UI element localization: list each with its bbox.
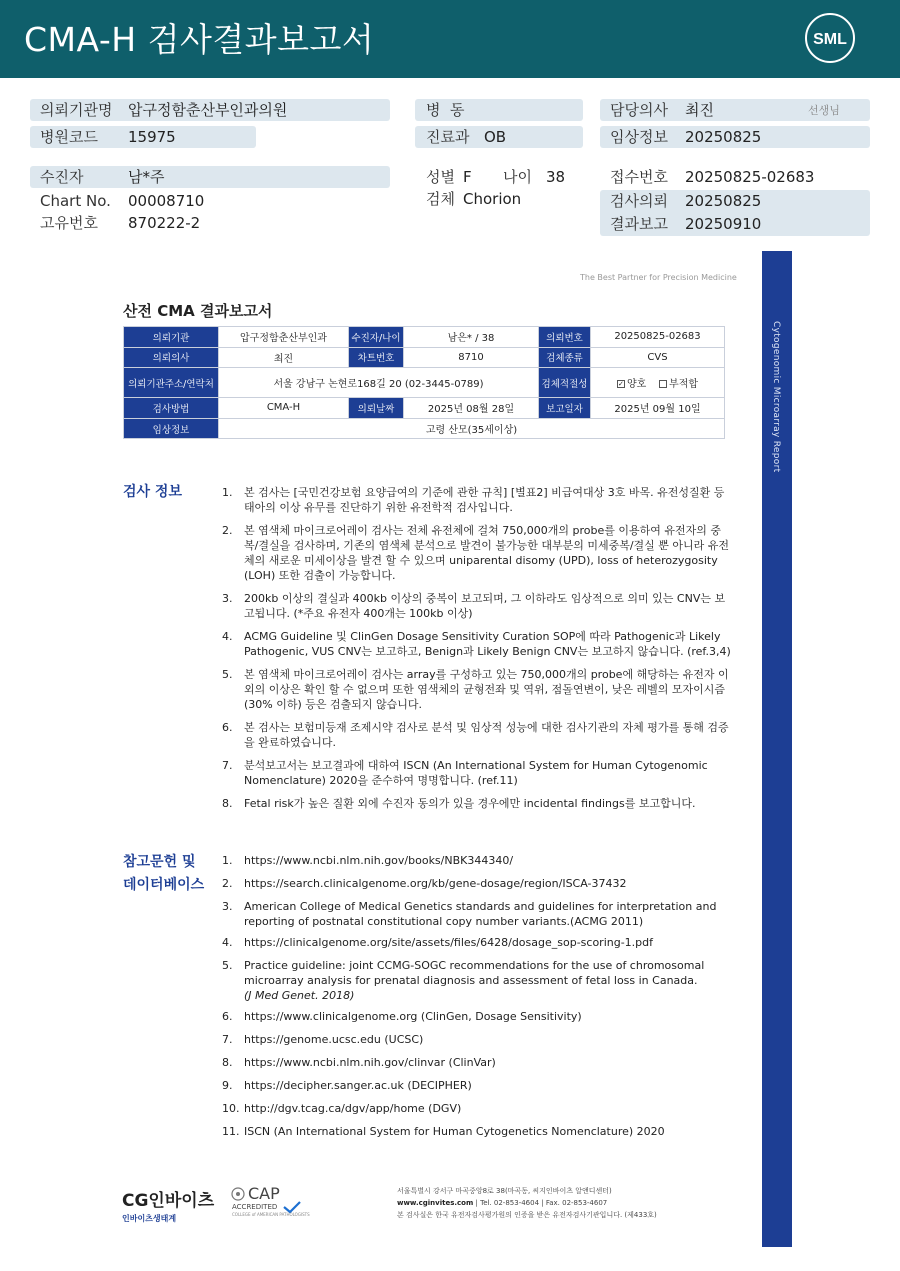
table-cell: 8710 bbox=[404, 347, 539, 368]
list-item-text: https://decipher.sanger.ac.uk (DECIPHER) bbox=[244, 1079, 472, 1092]
list-item-text: https://www.ncbi.nlm.nih.gov/clinvar (ClinVar) bbox=[244, 1056, 496, 1069]
table-cell: 2025년 08월 28일 bbox=[404, 398, 539, 419]
footer-address bbox=[397, 1185, 657, 1221]
institution-label: 의뢰기관명 bbox=[40, 101, 113, 119]
table-cell: 의뢰의사 bbox=[124, 347, 219, 368]
reference-journal: (J Med Genet. 2018) bbox=[244, 989, 355, 1002]
table-row bbox=[124, 398, 725, 419]
sex-label: 성별 bbox=[426, 168, 455, 186]
list-item-text: Fetal risk가 높은 질환 외에 수진자 동의가 있을 경우에만 incidental findings를 보고합니다. bbox=[244, 797, 696, 810]
list-item-text: 본 검사는 보험미등재 조제시약 검사로 분석 및 임상적 성능에 대한 검사기관의 자체 평가를 통해 검증을 완료하였습니다. bbox=[244, 721, 729, 749]
list-number: 3. bbox=[222, 900, 233, 913]
list-number: 4. bbox=[222, 630, 233, 643]
table-row bbox=[124, 327, 725, 348]
list-item bbox=[222, 667, 732, 712]
cap-college: COLLEGE of AMERICAN PATHOLOGISTS bbox=[232, 1212, 310, 1217]
cg-logo-text: CG인바이츠 bbox=[122, 1191, 215, 1211]
summary-table bbox=[123, 326, 725, 439]
table-cell: 남은* / 38 bbox=[404, 327, 539, 348]
chart-label: Chart No. bbox=[40, 192, 111, 210]
table-cell: CVS bbox=[591, 347, 725, 368]
table-cell: 최진 bbox=[219, 347, 349, 368]
list-item-text: http://dgv.tcag.ca/dgv/app/home (DGV) bbox=[244, 1102, 462, 1115]
list-item bbox=[222, 1009, 732, 1024]
side-band-text: Cytogenomic Microarray Report bbox=[771, 321, 781, 473]
hospital-code-label: 병원코드 bbox=[40, 128, 98, 146]
sml-logo bbox=[804, 12, 856, 64]
specimen-value: Chorion bbox=[463, 190, 522, 208]
report-title: CMA-H 검사결과보고서 bbox=[24, 20, 375, 59]
table-cell: 의뢰기관주소/연락처 bbox=[124, 368, 219, 398]
cg-invites-logo bbox=[122, 1186, 214, 1224]
patient-value: 남*주 bbox=[128, 168, 165, 186]
report-value: 20250910 bbox=[685, 215, 762, 233]
list-item-text: 본 염색체 마이크로어레이 검사는 array를 구성하고 있는 750,000개의 probe에 해당하는 유전자 이외의 이상은 확인 할 수 없으며 또한 염색체의 균형전좌 및 역위, 점돌연변이, 낮은 레벨의 모자이시즘(30% 이하) 등은 검출되지 않습니다. bbox=[244, 668, 729, 711]
table-cell: 의뢰날짜 bbox=[349, 398, 404, 419]
table-cell bbox=[591, 368, 725, 398]
cap-seal-icon bbox=[230, 1186, 246, 1202]
list-item bbox=[222, 629, 732, 659]
list-item bbox=[222, 935, 732, 950]
list-item-text: https://search.clinicalgenome.org/kb/gene-dosage/region/ISCA-37432 bbox=[244, 877, 627, 890]
list-number: 7. bbox=[222, 1033, 233, 1046]
list-item bbox=[222, 899, 732, 929]
list-number: 8. bbox=[222, 797, 233, 810]
table-row bbox=[124, 347, 725, 368]
ward-label: 병 동 bbox=[426, 101, 465, 119]
checkbox-unchecked bbox=[659, 380, 667, 388]
cap-sub: ACCREDITED bbox=[232, 1203, 278, 1211]
list-number: 4. bbox=[222, 936, 233, 949]
institution-value: 압구정함춘산부인과의원 bbox=[128, 101, 288, 119]
id-label: 고유번호 bbox=[40, 214, 98, 232]
cap-accredited-logo bbox=[230, 1186, 310, 1220]
table-cell: 의뢰기관 bbox=[124, 327, 219, 348]
list-number: 11. bbox=[222, 1125, 240, 1138]
receipt-label: 접수번호 bbox=[610, 168, 668, 186]
list-number: 9. bbox=[222, 1079, 233, 1092]
table-row bbox=[124, 368, 725, 398]
refs-heading-1: 참고문헌 및 bbox=[123, 854, 196, 870]
table-cell: 임상정보 bbox=[124, 418, 219, 439]
list-item-text: Practice guideline: joint CCMG-SOGC recommendations for the use of chromosomal microarray analysis for prenatal diagnosis and assessment of fetal loss in Canada. bbox=[244, 959, 705, 987]
list-item bbox=[222, 720, 732, 750]
table-cell: CMA-H bbox=[219, 398, 349, 419]
list-number: 5. bbox=[222, 959, 233, 972]
table-cell: 압구정함춘산부인과 bbox=[219, 327, 349, 348]
table-cell: 서울 강남구 논현로168길 20 (02-3445-0789) bbox=[219, 368, 539, 398]
cma-report-title: 산전 CMA 결과보고서 bbox=[123, 302, 273, 320]
cg-logo-sub: 인바이츠생태계 bbox=[122, 1214, 177, 1223]
id-value: 870222-2 bbox=[128, 214, 201, 232]
adequacy-ok: 양호 bbox=[626, 379, 647, 391]
footer-website: www.cginvites.com bbox=[397, 1199, 474, 1207]
clinical-value: 20250825 bbox=[685, 128, 762, 146]
footer-addr-line1: 서울특별시 강서구 마곡중앙8로 38(마곡동, 씨지인바이츠 알앤디센터) bbox=[397, 1187, 612, 1195]
table-cell: 고령 산모(35세이상) bbox=[219, 418, 725, 439]
age-label: 나이 bbox=[503, 168, 532, 186]
exam-info-list bbox=[222, 485, 732, 819]
list-item-text: 본 염색체 마이크로어레이 검사는 전체 유전체에 걸쳐 750,000개의 probe를 이용하여 유전자의 중복/결실을 검사하며, 기존의 염색체 분석으로 발견이 불가능한 대부분의 미세중복/결실 뿐 아니라 유전체의 새로운 미세이상을 발견 할 수 있으며 uniparental disomy (UPD), loss of heterozygosity (LOH) 또한 검출이 가능합니다. bbox=[244, 524, 730, 582]
list-item bbox=[222, 876, 732, 891]
list-item-text: 본 검사는 [국민건강보험 요양급여의 기준에 관한 규칙] [별표2] 비급여대상 3호 바목. 유전성질환 등 태아의 이상 유무를 진단하기 위한 유전학적 검사입니다. bbox=[244, 486, 725, 514]
list-item-text: https://www.clinicalgenome.org (ClinGen, Dosage Sensitivity) bbox=[244, 1010, 582, 1023]
list-item bbox=[222, 853, 732, 868]
refs-list bbox=[222, 853, 732, 1145]
list-item-text: ACMG Guideline 및 ClinGen Dosage Sensitivity Curation SOP에 따라 Pathogenic과 Likely Pathogenic, VUS CNV는 보고하고, Benign과 Likely Benign CNV는 보고하지 않습니다. (ref.3,4) bbox=[244, 630, 731, 658]
list-number: 2. bbox=[222, 524, 233, 537]
list-item bbox=[222, 796, 732, 811]
request-value: 20250825 bbox=[685, 192, 762, 210]
doctor-value: 최진 bbox=[685, 101, 714, 119]
age-value: 38 bbox=[546, 168, 566, 186]
list-item bbox=[222, 758, 732, 788]
table-cell: 검체적절성 bbox=[539, 368, 591, 398]
dept-label: 진료과 bbox=[426, 128, 470, 146]
dept-value: OB bbox=[484, 128, 507, 146]
specimen-label: 검체 bbox=[426, 190, 455, 208]
doctor-suffix: 선생님 bbox=[808, 104, 840, 117]
sex-value: F bbox=[463, 168, 472, 186]
list-item bbox=[222, 591, 732, 621]
list-number: 5. bbox=[222, 668, 233, 681]
list-number: 10. bbox=[222, 1102, 240, 1115]
svg-text:SML: SML bbox=[813, 31, 847, 48]
list-item-text: ISCN (An International System for Human Cytogenetics Nomenclature) 2020 bbox=[244, 1125, 665, 1138]
list-item-text: https://clinicalgenome.org/site/assets/files/6428/dosage_sop-scoring-1.pdf bbox=[244, 936, 654, 949]
doctor-label: 담당의사 bbox=[610, 101, 668, 119]
footer-accreditation: 본 검사실은 한국 유전자검사평가원의 인증을 받은 유전자검사기관입니다. (제433호) bbox=[397, 1211, 657, 1219]
table-cell: 보고일자 bbox=[539, 398, 591, 419]
list-number: 3. bbox=[222, 592, 233, 605]
cap-title: CAP bbox=[248, 1184, 280, 1203]
list-item bbox=[222, 1032, 732, 1047]
list-item-text: https://genome.ucsc.edu (UCSC) bbox=[244, 1033, 424, 1046]
side-band bbox=[762, 251, 792, 1247]
list-number: 7. bbox=[222, 759, 233, 772]
refs-heading-2: 데이터베이스 bbox=[123, 877, 205, 893]
report-label: 결과보고 bbox=[610, 215, 668, 233]
patient-label: 수진자 bbox=[40, 168, 84, 186]
list-item bbox=[222, 485, 732, 515]
list-item-text: https://www.ncbi.nlm.nih.gov/books/NBK344340/ bbox=[244, 854, 514, 867]
list-item bbox=[222, 1078, 732, 1093]
list-item bbox=[222, 1124, 732, 1139]
clinical-label: 임상정보 bbox=[610, 128, 668, 146]
table-cell: 20250825-02683 bbox=[591, 327, 725, 348]
adequacy-ng: 부적합 bbox=[669, 379, 699, 391]
table-row bbox=[124, 418, 725, 439]
table-cell: 차트번호 bbox=[349, 347, 404, 368]
list-number: 8. bbox=[222, 1056, 233, 1069]
chart-value: 00008710 bbox=[128, 192, 205, 210]
hospital-code-value: 15975 bbox=[128, 128, 176, 146]
list-item-text: 200kb 이상의 결실과 400kb 이상의 중복이 보고되며, 그 이하라도 임상적으로 의미 있는 CNV는 보고됩니다. (*주요 유전자 400개는 100kb 이상) bbox=[244, 592, 726, 620]
table-cell: 검체종류 bbox=[539, 347, 591, 368]
list-item-text: American College of Medical Genetics standards and guidelines for interpretation and reporting of postnatal constitutional copy number variants.(ACMG 2011) bbox=[244, 900, 717, 928]
header-bar bbox=[0, 0, 900, 78]
list-number: 1. bbox=[222, 486, 233, 499]
table-cell: 수진자/나이 bbox=[349, 327, 404, 348]
list-number: 2. bbox=[222, 877, 233, 890]
list-item bbox=[222, 1055, 732, 1070]
list-number: 6. bbox=[222, 721, 233, 734]
list-item bbox=[222, 523, 732, 583]
list-number: 6. bbox=[222, 1010, 233, 1023]
tagline: The Best Partner for Precision Medicine bbox=[580, 273, 737, 282]
table-cell: 2025년 09월 10일 bbox=[591, 398, 725, 419]
list-number: 1. bbox=[222, 854, 233, 867]
receipt-value: 20250825-02683 bbox=[685, 168, 815, 186]
list-item bbox=[222, 958, 732, 1003]
request-label: 검사의뢰 bbox=[610, 192, 668, 210]
table-cell: 검사방법 bbox=[124, 398, 219, 419]
exam-info-heading: 검사 정보 bbox=[123, 484, 182, 500]
list-item-text: 분석보고서는 보고결과에 대하여 ISCN (An International System for Human Cytogenomic Nomenclature) 2020을 준수하여 명명합니다. (ref.11) bbox=[244, 759, 708, 787]
list-item bbox=[222, 1101, 732, 1116]
table-cell: 의뢰번호 bbox=[539, 327, 591, 348]
footer-contact: | Tel. 02-853-4604 | Fax. 02-853-4607 bbox=[475, 1199, 608, 1207]
checkbox-checked: ✓ bbox=[618, 380, 624, 389]
